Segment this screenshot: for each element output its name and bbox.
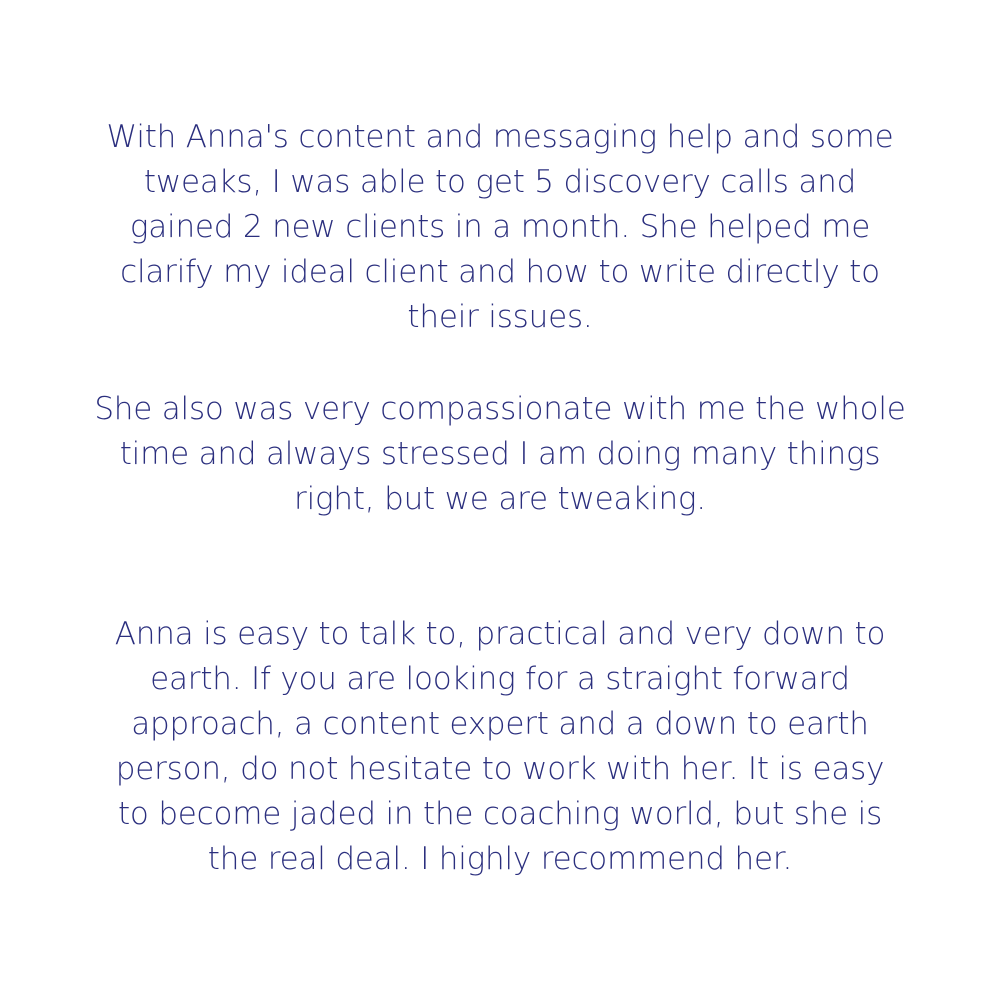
testimonial-paragraph-recommendation: Anna is easy to talk to, practical and very down to earth. If you are looking for a straight forward approach, a content expert and a down to earth person, do not hesitate to work with her. It is easy to become jaded in the coaching world, but she is the real deal. I highly recommend her. [114,616,886,877]
testimonial-paragraph-results: With Anna's content and messaging help and some tweaks, I was able to get 5 discovery calls and gained 2 new clients in a month. She helped me clarify my ideal client and how to write directly to their issues. [106,119,894,335]
testimonial-paragraph-compassion: She also was very compassionate with me the whole time and always stressed I am doing many things right, but we are tweaking. [94,391,906,517]
